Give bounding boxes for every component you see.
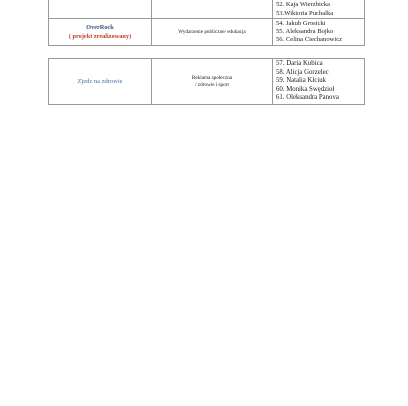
member-name: 57. Daria Kubica	[276, 60, 323, 68]
project-cell	[49, 0, 152, 19]
projects-table-bottom	[48, 58, 365, 105]
category-cell	[152, 0, 273, 19]
project-title: OverRock	[86, 24, 114, 32]
member-name: 52. Kaja Wierzbicka	[276, 1, 330, 9]
category-cell	[152, 59, 273, 105]
members-cell	[273, 0, 365, 19]
members-cell	[273, 59, 365, 105]
member-name: 60. Monika Swędzioł	[276, 85, 335, 93]
table-row	[49, 0, 365, 19]
member-name: 55. Aleksandra Bojko	[276, 28, 334, 36]
member-name: 53.Wiktoria Puchalka	[276, 9, 334, 17]
project-cell	[49, 59, 152, 105]
projects-table-top	[48, 0, 365, 46]
project-title: Zjedz na zdrowie	[77, 78, 123, 85]
member-name: 56. Celina Ciechanowicz	[276, 36, 343, 44]
project-cell	[49, 19, 152, 46]
member-name: 61. Oleksandra Panova	[276, 94, 339, 102]
project-category: Wydarzenie publiczne/ edukacja	[178, 28, 246, 35]
member-name: 54. Jakub Grosicki	[276, 19, 326, 27]
table-row	[49, 19, 365, 46]
members-cell	[273, 19, 365, 46]
member-name: 58. Alicja Gorzelec	[276, 68, 329, 76]
project-category-line2: / zdrowie i sport	[195, 81, 229, 88]
project-status: ( projekt zrealizowany)	[68, 33, 132, 41]
category-cell	[152, 19, 273, 46]
member-name: 59. Natalia Kłciuk	[276, 77, 327, 85]
table-row	[49, 59, 365, 105]
project-category-line1: Reklama społeczna	[191, 74, 233, 81]
